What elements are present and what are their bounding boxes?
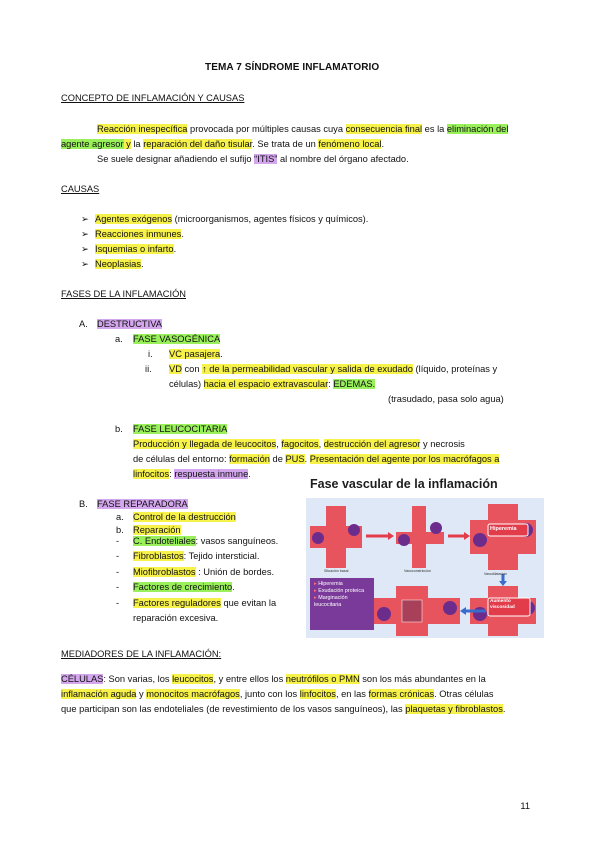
bullet-arrow-icon: ➢ [81,229,89,239]
figure-fase-vascular [304,474,546,640]
list-item: - Miofibroblastos : Unión de bordes. [116,567,275,577]
fase-reparadora: FASE REPARADORA [97,499,188,509]
fase-leucocitaria: FASE LEUCOCITARIA [133,424,228,434]
caption-vasoconstriccion: Vasoconstricción [404,569,431,573]
bullet-arrow-icon: ➢ [81,214,89,224]
list-item: - Fibroblastos: Tejido intersticial. [116,551,260,561]
item-i-mark: i. [148,349,153,359]
list-item: - Factores reguladores que evitan la [116,598,277,608]
arrow-right-icon [388,532,394,540]
heading-causas: CAUSAS [61,184,100,194]
fase-vasogenica: FASE VASOGÉNICA [133,334,221,344]
mediadores-line-3: que participan son las endoteliales (de revestimiento de los vasos sanguíneos), las plaquetas y fibroblastos. [61,704,506,714]
label-hiperemia: Hiperemia [490,526,517,532]
fase-b1-mark: b. [115,424,123,434]
arrow-down-icon [499,581,507,586]
list-item: ➢ Reacciones inmunes. [81,229,184,239]
heading-mediadores: MEDIADORES DE LA INFLAMACIÓN: [61,649,222,659]
arrow-right-icon [464,532,470,540]
bullet-arrow-icon: ➢ [81,259,89,269]
item-ii-line-2: células) hacia el espacio extravascular: EDEMAS. [169,379,376,389]
page-number: 11 [520,801,530,811]
concepto-line-3: Se suele designar añadiendo el sufijo “ITIS” al nombre del órgano afectado. [97,154,409,164]
list-item: - Factores de crecimiento. [116,582,235,592]
list-item: ➢ Neoplasias. [81,259,144,269]
leucocitaria-line-1: Producción y llegada de leucocitos, fagocitos, destrucción del agresor y necrosis [133,439,465,449]
concepto-line-2: agente agresor y la reparación del daño tisular. Se trata de un fenómeno local. [61,139,385,149]
fase-a-mark: A. [79,319,88,329]
heading-fases: FASES DE LA INFLAMACIÓN [61,289,187,299]
item-ii-mark: ii. [145,364,152,374]
figure-title: Fase vascular de la inflamación [310,477,498,491]
trasudado-note: (trasudado, pasa solo agua) [388,394,504,404]
fase-b-mark: B. [79,499,88,509]
heading-concepto: CONCEPTO DE INFLAMACIÓN Y CAUSAS [61,93,245,103]
item-ii-line-1: VD con ↑ de la permeabilidad vascular y salida de exudado (líquido, proteínas y [169,364,498,374]
rep-b-text: Reparación [133,525,181,535]
vessel-panel-exudacion [374,586,460,636]
item-i-text: VC pasajera. [169,349,223,359]
list-item: ➢ Agentes exógenos (microorganismos, agentes físicos y químicos). [81,214,369,224]
mediadores-line-2: inflamación aguda y monocitos macrófagos, junto con los linfocitos, en las formas crónicas. Otras células [61,689,494,699]
bullet-arrow-icon: ➢ [81,244,89,254]
legend-list: ▸ Hiperemia ▸ Exudación proteica ▸ Marginación leucocitaria [314,581,365,608]
caption-vasodilatacion: Vasodilatación [484,572,508,576]
fase-a1-mark: a. [115,334,123,344]
rep-last-line: reparación excesiva. [133,613,219,623]
page-title: TEMA 7 SÍNDROME INFLAMATORIO [205,62,380,73]
list-item: - C. Endoteliales: vasos sanguíneos. [116,536,279,546]
figure-diagram [304,474,546,640]
fase-destructiva: DESTRUCTIVA [97,319,162,329]
label-aumento-viscosidad: Aumento viscosidad [490,599,515,610]
leucocitaria-line-2: de células del entorno: formación de PUS. Presentación del agente por los macrófagos a [133,454,500,464]
leucocitaria-line-3: linfocitos: respuesta inmune. [133,469,251,479]
concepto-line-1: Reacción inespecífica provocada por múltiples causas cuya consecuencia final es la eliminación del [97,124,509,134]
caption-basal: Situación basal [324,569,349,573]
vessel-panel-vasodilatacion [470,504,536,570]
arrow-left-icon [460,607,466,615]
rep-a-text: Control de la destrucción [133,512,236,522]
list-item: ➢ Isquemias o infarto. [81,244,177,254]
rep-b-mark: b. [116,525,124,535]
vessel-panel-basal [310,506,362,568]
rep-a-mark: a. [116,512,124,522]
mediadores-line-1: CÉLULAS: Son varias, los leucocitos, y entre ellos los neutrófilos o PMN son los más abundantes en la [61,674,486,684]
vessel-panel-vasoconstriccion [396,506,444,568]
